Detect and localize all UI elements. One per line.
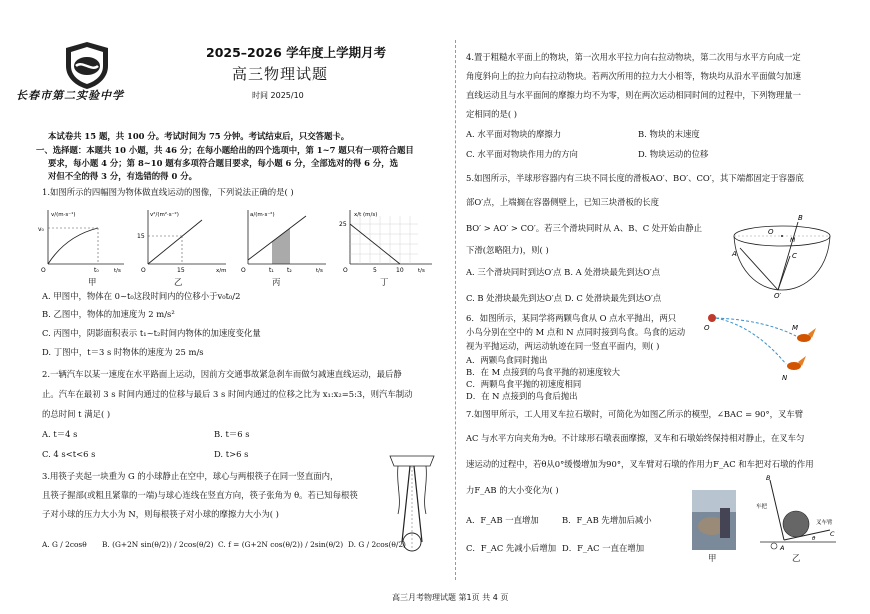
q6-projectile-figure (704, 310, 824, 382)
q1-option-a: A. 甲图中，物体在 0~t₀这段时间内的位移小于v₀t₀/2 (42, 291, 241, 301)
q1-g4-x2: 10 (396, 267, 404, 274)
q5-fig-O: O (768, 228, 774, 236)
q2-option-d: D. t>6 s (214, 449, 249, 459)
q7-option-a: A．F_AB 一直增加 (466, 515, 539, 525)
q7-fig-arm: 叉车臂 (816, 520, 833, 526)
q7-fig-label-jia: 甲 (708, 553, 717, 563)
left-column (36, 0, 446, 614)
exam-time: 时间 2025/10 (252, 91, 304, 100)
q2-line3: 的总时间 t 满足( ) (42, 409, 111, 419)
q2-line2: 止。汽车在最初 3 s 时间内通过的位移与最后 3 s 时间内通过的位移之比为 x₁:x₂=5:3，则汽车制动 (42, 389, 413, 399)
q5-option-cd: C. B 处滑块最先到达O′点 D. C 处滑块最先到达O′点 (466, 293, 662, 303)
q1-g1-t0: t₀ (94, 267, 99, 274)
q4-line2: 角度斜向上的拉力向右拉动物块。若两次所用的拉力大小相等，物块均从沿水平面做匀加速 (466, 71, 801, 81)
q7-fig-handle: 车把 (756, 504, 768, 510)
q1-g1-xlabel: t/s (114, 268, 121, 274)
q5-line2: 部O′点，上端搁在容器侧壁上，已知三块滑板的长度 (466, 197, 660, 207)
q2-option-c: C. 4 s<t<6 s (42, 449, 96, 459)
q4-option-a: A. 水平面对物块的摩擦力 (466, 129, 562, 139)
q7-option-b: B．F_AB 先增加后减小 (562, 515, 652, 525)
section1-line-a: 一、选择题：本题共 10 小题，共 46 分；在每小题给出的四个选项中，第 1~7 题只有一项符合题目 (36, 145, 414, 155)
q3-chopsticks-figure (380, 454, 444, 554)
q3-option-d: D. G / 2cos(θ/2) (348, 540, 406, 549)
q7-line2: AC 与水平方向夹角为θ。不计球形石墩表面摩擦，叉车和石墩始终保持相对静止，在叉车匀 (466, 433, 805, 443)
q5-fig-B: B (798, 214, 803, 222)
q1-g3-origin: O (241, 267, 246, 274)
q1-g3-xlabel: t/s (316, 268, 323, 274)
q1-g4-xlabel: t/s (418, 268, 425, 274)
q1-graph-yi (136, 206, 232, 276)
q4-line3: 直线运动且与水平面间的摩擦力均不为零，则在两次运动相同时间的过程中，下列物理量一 (466, 90, 801, 100)
q1-g4-ylabel: x/t (m/s) (354, 212, 378, 218)
q1-g2-x: 15 (177, 267, 185, 274)
q5-line4: 下滑(忽略阻力)，则( ) (466, 245, 549, 255)
q5-line3: BO′ > AO′ > CO′。若三个滑块同时从 A、B、C 处开始由静止 (466, 223, 703, 233)
q7-fig-theta: θ (812, 536, 816, 542)
q2-option-b: B. t＝6 s (214, 429, 250, 439)
q5-fig-C: C (792, 252, 797, 260)
q5-line1: 5.如图所示，半球形容器内有三块不同长度的滑板AO′、BO′、CO′，其下端都固定于容器底 (466, 173, 804, 183)
q7-forklift-photo (692, 490, 736, 550)
q1-option-b: B. 乙图中，物体的加速度为 2 m/s² (42, 309, 175, 319)
q1-g3-t2: t₂ (287, 267, 292, 274)
q1-label-yi: 乙 (174, 277, 183, 287)
q4-line1: 4.置于粗糙水平面上的物块，第一次用水平拉力向右拉动物块，第二次用与水平方向成一定 (466, 52, 801, 62)
q1-g3-ylabel: a/(m·s⁻²) (250, 212, 275, 218)
q7-model-figure (756, 472, 838, 552)
section1-line-b: 要求，每小题 4 分；第 8~10 题有多项符合题目要求，每小题 6 分，全部选对的得 6 分，选 (48, 158, 399, 168)
q1-label-bing: 丙 (272, 277, 281, 287)
q1-g2-xlabel: x/m (216, 268, 227, 274)
q1-option-d: D. 丁图中，t＝3 s 时物体的速度为 25 m/s (42, 347, 204, 357)
q1-g3-t1: t₁ (269, 267, 274, 274)
q6-line2: 小鸟分别在空中的 M 点和 N 点同时接到鸟食。鸟食的运动 (466, 327, 686, 337)
q2-option-a: A. t＝4 s (42, 429, 78, 439)
q7-fig-label-yi: 乙 (792, 553, 801, 563)
q1-g2-y: 15 (137, 233, 145, 240)
exam-subject: 高三物理试题 (232, 65, 329, 83)
q6-fig-N: N (782, 374, 788, 382)
q1-graph-ding (338, 206, 438, 276)
q1-option-c: C. 丙图中，阴影面积表示 t₁~t₂时间内物体的加速度变化量 (42, 328, 261, 338)
q1-graph-jia (36, 206, 128, 276)
q3-line3: 子对小球的压力大小为 N，则每根筷子对小球的摩擦力大小为( ) (42, 509, 279, 519)
q2-line1: 2.一辆汽车以某一速度在水平路面上运动，因前方交通事故紧急刹车而做匀减速直线运动，最后静 (42, 369, 402, 379)
q1-g2-origin: O (141, 267, 146, 274)
q6-option-a: A．两颗鸟食同时抛出 (466, 355, 548, 365)
q4-line4: 定相同的是( ) (466, 109, 518, 119)
q7-line4: 力F_AB 的大小变化为( ) (466, 485, 559, 495)
q7-option-d: D．F_AC 一直在增加 (562, 543, 645, 553)
q4-option-d: D. 物块运动的位移 (638, 149, 709, 159)
q7-line3: 速运动的过程中，若θ从0°缓慢增加为90°，叉车臂对石墩的作用力F_AC 和车把对石墩的作用 (466, 459, 814, 469)
q6-line1: 6．如图所示，某同学将两颗鸟食从 O 点水平抛出，两只 (466, 313, 677, 323)
q1-g1-origin: O (41, 267, 46, 274)
q7-fig-C: C (830, 530, 835, 538)
q6-option-c: C．两颗鸟食平抛的初速度相同 (466, 379, 582, 389)
instruction-line1: 本试卷共 15 题，共 100 分。考试时间为 75 分钟。考试结束后，只交答题卡。 (48, 131, 350, 141)
q1-g4-y: 25 (339, 221, 347, 228)
school-name: 长春市第二实验中学 (16, 89, 124, 102)
q1-g1-ylabel: v/(m·s⁻¹) (51, 212, 76, 218)
page-footer: 高三月考物理试题 第1页 共 4 页 (392, 593, 509, 602)
q5-hemisphere-figure (728, 210, 836, 298)
q1-label-jia: 甲 (88, 277, 97, 287)
q1-label-ding: 丁 (380, 277, 389, 287)
section1-line-c: 对但不全的得 3 分，有选错的得 0 分。 (48, 171, 197, 181)
q1-g4-origin: O (343, 267, 348, 274)
q5-fig-O-prime: O′ (774, 292, 782, 298)
q3-option-c: C. f = (G+2N cos(θ/2)) / 2sin(θ/2) (218, 540, 344, 549)
q1-g2-ylabel: v²/(m²·s⁻²) (150, 212, 179, 218)
q1-g1-v0: v₀ (38, 226, 44, 233)
right-column (466, 0, 838, 614)
exam-title: 2025–2026 学年度上学期月考 (206, 45, 387, 60)
q3-line1: 3.用筷子夹起一块重为 G 的小球静止在空中，球心与两根筷子在同一竖直面内， (42, 471, 339, 481)
q5-fig-M: M (790, 237, 796, 244)
q6-fig-O: O (704, 324, 710, 332)
q7-option-c: C．F_AC 先减小后增加 (466, 543, 557, 553)
q7-fig-A: A (780, 544, 785, 552)
q5-fig-A: A (732, 250, 737, 258)
q4-option-c: C. 水平面对物块作用力的方向 (466, 149, 578, 159)
q6-option-d: D．在 N 点接到的鸟食后抛出 (466, 391, 578, 401)
q1-graph-bing (236, 206, 332, 276)
q6-line3: 视为平抛运动，两运动轨迹在同一竖直平面内，则( ) (466, 341, 660, 351)
q3-line2: 且筷子握部(或粗且紧靠的一端)与球心连线在竖直方向，筷子张角为 θ。若已知每根筷 (42, 490, 358, 500)
q3-option-b: B. (G+2N sin(θ/2)) / 2cos(θ/2) (102, 540, 214, 549)
q5-option-ab: A. 三个滑块同时到达O′点 B. A 处滑块最先到达O′点 (466, 267, 661, 277)
q6-fig-M: M (792, 324, 799, 332)
column-divider (455, 40, 456, 580)
q7-fig-B: B (766, 474, 771, 482)
q7-line1: 7.如图甲所示，工人用叉车拉石墩时，可简化为如图乙所示的模型，∠BAC = 90°，叉车臂 (466, 409, 804, 419)
q1-g4-x1: 5 (373, 267, 377, 274)
q4-option-b: B. 物块的末速度 (638, 129, 700, 139)
q1-stem: 1.如图所示的四幅图为物体做直线运动的图像，下列说法正确的是( ) (42, 187, 294, 197)
q3-option-a: A. G / 2cosθ (42, 540, 87, 549)
q6-option-b: B．在 M 点接到的鸟食平抛的初速度较大 (466, 367, 621, 377)
